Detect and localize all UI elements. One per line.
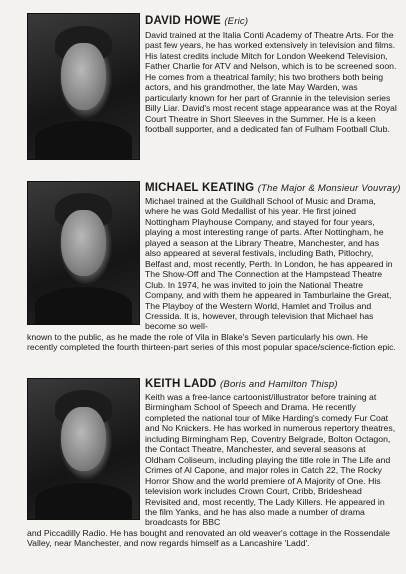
bio-paragraph: David trained at the Italia Conti Academy of Theatre Arts. For the past few years, he has worked extensively in television and films. His latest credits include Mitch for London Weekend Television, Father Charlie for ATV and Nelson, which is to be screened soon. He comes from a theatrical family; his two brothers both being actors, and his grandmother, the late May Warden, was particularly known for her part of Grannie in the television series Billy Liar. David's most recent stage appearance was at the Royal Court Theatre in Short Sleeves in the Summer. He is a keen football supporter, and a dedicated fan of Fulham Football Club. (145, 30, 397, 135)
bio-paragraph: Keith was a free-lance cartoonist/illustrator before training at Birmingham School of Speech and Drama. He recently completed the national tour of Mike Harding's comedy Fur Coat and No Knickers. He has worked in numerous repertory theatres, including Birmingham Rep, Coventry Belgrade, Bolton Octagon, the Contact Theatre, Manchester, and several seasons at Oldham Coliseum, including playing the title role in The Life and Crimes of Al Capone, and major roles in Catch 22, The Rocky Horror Show and the world premiere of A Majority of One. His television work includes Crown Court, Cribb, Brideshead Revisited and, most recently, The Lady Killers. He appeared in the film Yanks, and he has also made a number of drama broadcasts for BBC (145, 392, 396, 528)
actor-name (145, 378, 338, 390)
portrait-face (61, 407, 105, 471)
actor-role: (The Major & Monsieur Vouvray) (257, 183, 401, 194)
bio-paragraph-continued: known to the public, as he made the role of Vila in Blake's Seven particularly his own. He recently completed the fourth thirteen-part series of this most popular space/science-fiction epic. (27, 332, 396, 353)
actor-name (145, 15, 248, 27)
portrait-face (61, 43, 105, 110)
bio-paragraph: Michael trained at the Guildhall School of Music and Drama, where he was Gold Medallist of his year. He first joined Nottingham Playhouse Company, and stayed for four years, playing a most interesting range of parts. After Nottingham, he played a season at the Library Theatre, Manchester, and has also appeared at several festivals, including Bath, Pitlochry, Belfast and, most recently, Perth. In London, he has appeared in The Show-Off and The Connection at the Hampstead Theatre Club. In 1974, he was invited to join the National Theatre Company, and with them he appeared in Tamburlaine the Great, The Playboy of the Western World, Hamlet and Troilus and Cressida. It is, however, through television that Michael has become so well- (145, 196, 393, 332)
actor-role: (Eric) (224, 16, 249, 27)
bio-text-continued (27, 528, 397, 549)
portrait-shoulders (35, 287, 133, 324)
portrait-photo (27, 378, 140, 520)
bio-paragraph-continued: and Piccadilly Radio. He has bought and renovated an old weaver's cottage in the Rossendale Valley, near Manchester, and now regards himself as a Lancashire 'Ladd'. (27, 528, 390, 549)
actor-name-text: DAVID HOWE (145, 15, 221, 27)
portrait-face (61, 210, 105, 275)
bio-text-continued (27, 332, 397, 353)
actor-name-text: KEITH LADD (145, 378, 217, 390)
actor-name (145, 182, 401, 194)
bio-text (145, 392, 397, 528)
actor-name-text: MICHAEL KEATING (145, 182, 255, 194)
bio-text (145, 196, 397, 332)
portrait-shoulders (35, 483, 133, 519)
portrait-shoulders (35, 121, 133, 159)
portrait-photo (27, 13, 140, 160)
portrait-photo (27, 181, 140, 325)
bio-text (145, 30, 397, 135)
actor-role: (Boris and Hamilton Thisp) (220, 379, 338, 390)
